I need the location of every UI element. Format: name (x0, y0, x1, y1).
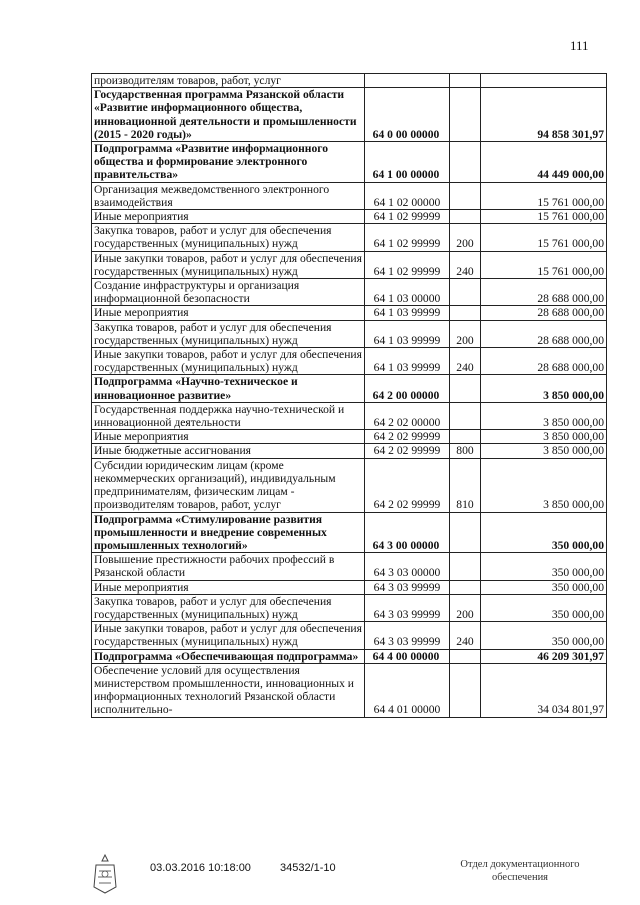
row-code-cell (365, 74, 450, 88)
row-name-cell: Иные бюджетные ассигнования (92, 444, 365, 458)
table-row (92, 182, 607, 209)
table-row (92, 512, 607, 553)
row-amount-cell: 350 000,00 (481, 622, 607, 649)
row-amount-cell: 350 000,00 (481, 512, 607, 553)
table-row (92, 279, 607, 306)
row-code-cell: 64 1 02 99999 (365, 224, 450, 251)
row-amount-cell: 28 688 000,00 (481, 279, 607, 306)
row-code-cell: 64 3 00 00000 (365, 512, 450, 553)
row-type-cell (450, 580, 481, 594)
row-name-cell: Иные мероприятия (92, 306, 365, 320)
row-type-cell: 240 (450, 622, 481, 649)
row-code-cell: 64 1 02 00000 (365, 182, 450, 209)
table-row (92, 348, 607, 375)
table-row (92, 444, 607, 458)
row-type-cell (450, 375, 481, 402)
row-amount-cell: 350 000,00 (481, 553, 607, 580)
row-code-cell: 64 3 03 99999 (365, 622, 450, 649)
row-type-cell (450, 430, 481, 444)
table-row (92, 224, 607, 251)
row-amount-cell: 46 209 301,97 (481, 649, 607, 663)
table-row (92, 649, 607, 663)
row-amount-cell: 28 688 000,00 (481, 306, 607, 320)
row-name-cell: Иные мероприятия (92, 210, 365, 224)
table-row (92, 74, 607, 88)
row-type-cell (450, 306, 481, 320)
row-amount-cell: 15 761 000,00 (481, 224, 607, 251)
row-code-cell: 64 3 03 99999 (365, 580, 450, 594)
row-code-cell: 64 0 00 00000 (365, 88, 450, 142)
table-row (92, 375, 607, 402)
footer-stamp: Отдел документационного обеспечения (460, 859, 580, 883)
row-type-cell (450, 649, 481, 663)
row-amount-cell: 15 761 000,00 (481, 251, 607, 278)
row-type-cell: 240 (450, 348, 481, 375)
row-code-cell: 64 1 03 99999 (365, 320, 450, 347)
table-row (92, 251, 607, 278)
row-code-cell: 64 2 00 00000 (365, 375, 450, 402)
table-row (92, 430, 607, 444)
row-amount-cell: 350 000,00 (481, 594, 607, 621)
row-amount-cell: 3 850 000,00 (481, 430, 607, 444)
row-amount-cell: 3 850 000,00 (481, 402, 607, 429)
page-number: 111 (570, 38, 589, 53)
row-type-cell (450, 553, 481, 580)
row-code-cell: 64 1 03 99999 (365, 348, 450, 375)
table-row (92, 320, 607, 347)
row-amount-cell (481, 74, 607, 88)
table-row (92, 306, 607, 320)
row-amount-cell: 28 688 000,00 (481, 348, 607, 375)
row-amount-cell: 15 761 000,00 (481, 182, 607, 209)
row-type-cell (450, 279, 481, 306)
table-row (92, 594, 607, 621)
row-type-cell: 800 (450, 444, 481, 458)
row-name-cell: Организация межведомственного электронного взаимодействия (92, 182, 365, 209)
row-name-cell: Подпрограмма «Научно-техническое и инновационное развитие» (92, 375, 365, 402)
row-code-cell: 64 2 02 00000 (365, 402, 450, 429)
row-name-cell: Подпрограмма «Развитие информационного общества и формирование электронного правительства» (92, 142, 365, 183)
row-type-cell (450, 210, 481, 224)
row-code-cell: 64 1 00 00000 (365, 142, 450, 183)
row-type-cell (450, 512, 481, 553)
row-code-cell: 64 3 03 99999 (365, 594, 450, 621)
table-row (92, 663, 607, 717)
row-type-cell: 240 (450, 251, 481, 278)
row-name-cell: Иные закупки товаров, работ и услуг для обеспечения государственных (муниципальных) нужд (92, 348, 365, 375)
row-type-cell: 200 (450, 224, 481, 251)
row-type-cell (450, 88, 481, 142)
row-amount-cell: 350 000,00 (481, 580, 607, 594)
row-name-cell: Государственная программа Рязанской области «Развитие информационного общества, инновационной деятельности и промышленности (2015 - 2020 годы)» (92, 88, 365, 142)
row-type-cell: 810 (450, 458, 481, 512)
row-type-cell (450, 182, 481, 209)
row-amount-cell: 3 850 000,00 (481, 444, 607, 458)
footer-doc-number: 34532/1-10 (280, 862, 336, 874)
row-type-cell: 200 (450, 320, 481, 347)
table-row (92, 622, 607, 649)
row-name-cell: Обеспечение условий для осуществления министерством промышленности, инновационных и информационных технологий Рязанской области исполнительно- (92, 663, 365, 717)
row-name-cell: Иные закупки товаров, работ и услуг для обеспечения государственных (муниципальных) нужд (92, 251, 365, 278)
row-code-cell: 64 4 01 00000 (365, 663, 450, 717)
table-row (92, 458, 607, 512)
row-name-cell: Субсидии юридическим лицам (кроме некоммерческих организаций), индивидуальным предпринимателям, физическим лицам - производителям товаров, работ, услуг (92, 458, 365, 512)
table-row (92, 142, 607, 183)
row-amount-cell: 94 858 301,97 (481, 88, 607, 142)
row-amount-cell: 3 850 000,00 (481, 375, 607, 402)
table-row (92, 210, 607, 224)
row-name-cell: Создание инфраструктуры и организация информационной безопасности (92, 279, 365, 306)
row-code-cell: 64 4 00 00000 (365, 649, 450, 663)
table-row (92, 553, 607, 580)
row-name-cell: Закупка товаров, работ и услуг для обеспечения государственных (муниципальных) нужд (92, 594, 365, 621)
row-code-cell: 64 1 03 99999 (365, 306, 450, 320)
row-code-cell: 64 2 02 99999 (365, 444, 450, 458)
coat-of-arms-icon (88, 853, 122, 895)
row-code-cell: 64 1 02 99999 (365, 210, 450, 224)
budget-table-body (92, 74, 607, 718)
row-name-cell: Закупка товаров, работ и услуг для обеспечения государственных (муниципальных) нужд (92, 224, 365, 251)
row-name-cell: Государственная поддержка научно-технической и инновационной деятельности (92, 402, 365, 429)
row-name-cell: Иные мероприятия (92, 430, 365, 444)
row-name-cell: Повышение престижности рабочих профессий в Рязанской области (92, 553, 365, 580)
row-name-cell: Иные закупки товаров, работ и услуг для обеспечения государственных (муниципальных) нужд (92, 622, 365, 649)
row-amount-cell: 44 449 000,00 (481, 142, 607, 183)
row-code-cell: 64 1 03 00000 (365, 279, 450, 306)
row-code-cell: 64 1 02 99999 (365, 251, 450, 278)
row-amount-cell: 3 850 000,00 (481, 458, 607, 512)
row-name-cell: Подпрограмма «Обеспечивающая подпрограмма» (92, 649, 365, 663)
table-row (92, 88, 607, 142)
row-type-cell (450, 402, 481, 429)
footer-date: 03.03.2016 10:18:00 (150, 862, 251, 874)
row-type-cell: 200 (450, 594, 481, 621)
row-code-cell: 64 2 02 99999 (365, 430, 450, 444)
row-amount-cell: 34 034 801,97 (481, 663, 607, 717)
row-amount-cell: 28 688 000,00 (481, 320, 607, 347)
budget-table (91, 73, 607, 718)
row-name-cell: Закупка товаров, работ и услуг для обеспечения государственных (муниципальных) нужд (92, 320, 365, 347)
row-code-cell: 64 2 02 99999 (365, 458, 450, 512)
row-type-cell (450, 74, 481, 88)
row-name-cell: Иные мероприятия (92, 580, 365, 594)
row-type-cell (450, 142, 481, 183)
table-row (92, 402, 607, 429)
row-code-cell: 64 3 03 00000 (365, 553, 450, 580)
row-name-cell: производителям товаров, работ, услуг (92, 74, 365, 88)
row-name-cell: Подпрограмма «Стимулирование развития промышленности и внедрение современных промышленных технологий» (92, 512, 365, 553)
row-type-cell (450, 663, 481, 717)
table-row (92, 580, 607, 594)
row-amount-cell: 15 761 000,00 (481, 210, 607, 224)
